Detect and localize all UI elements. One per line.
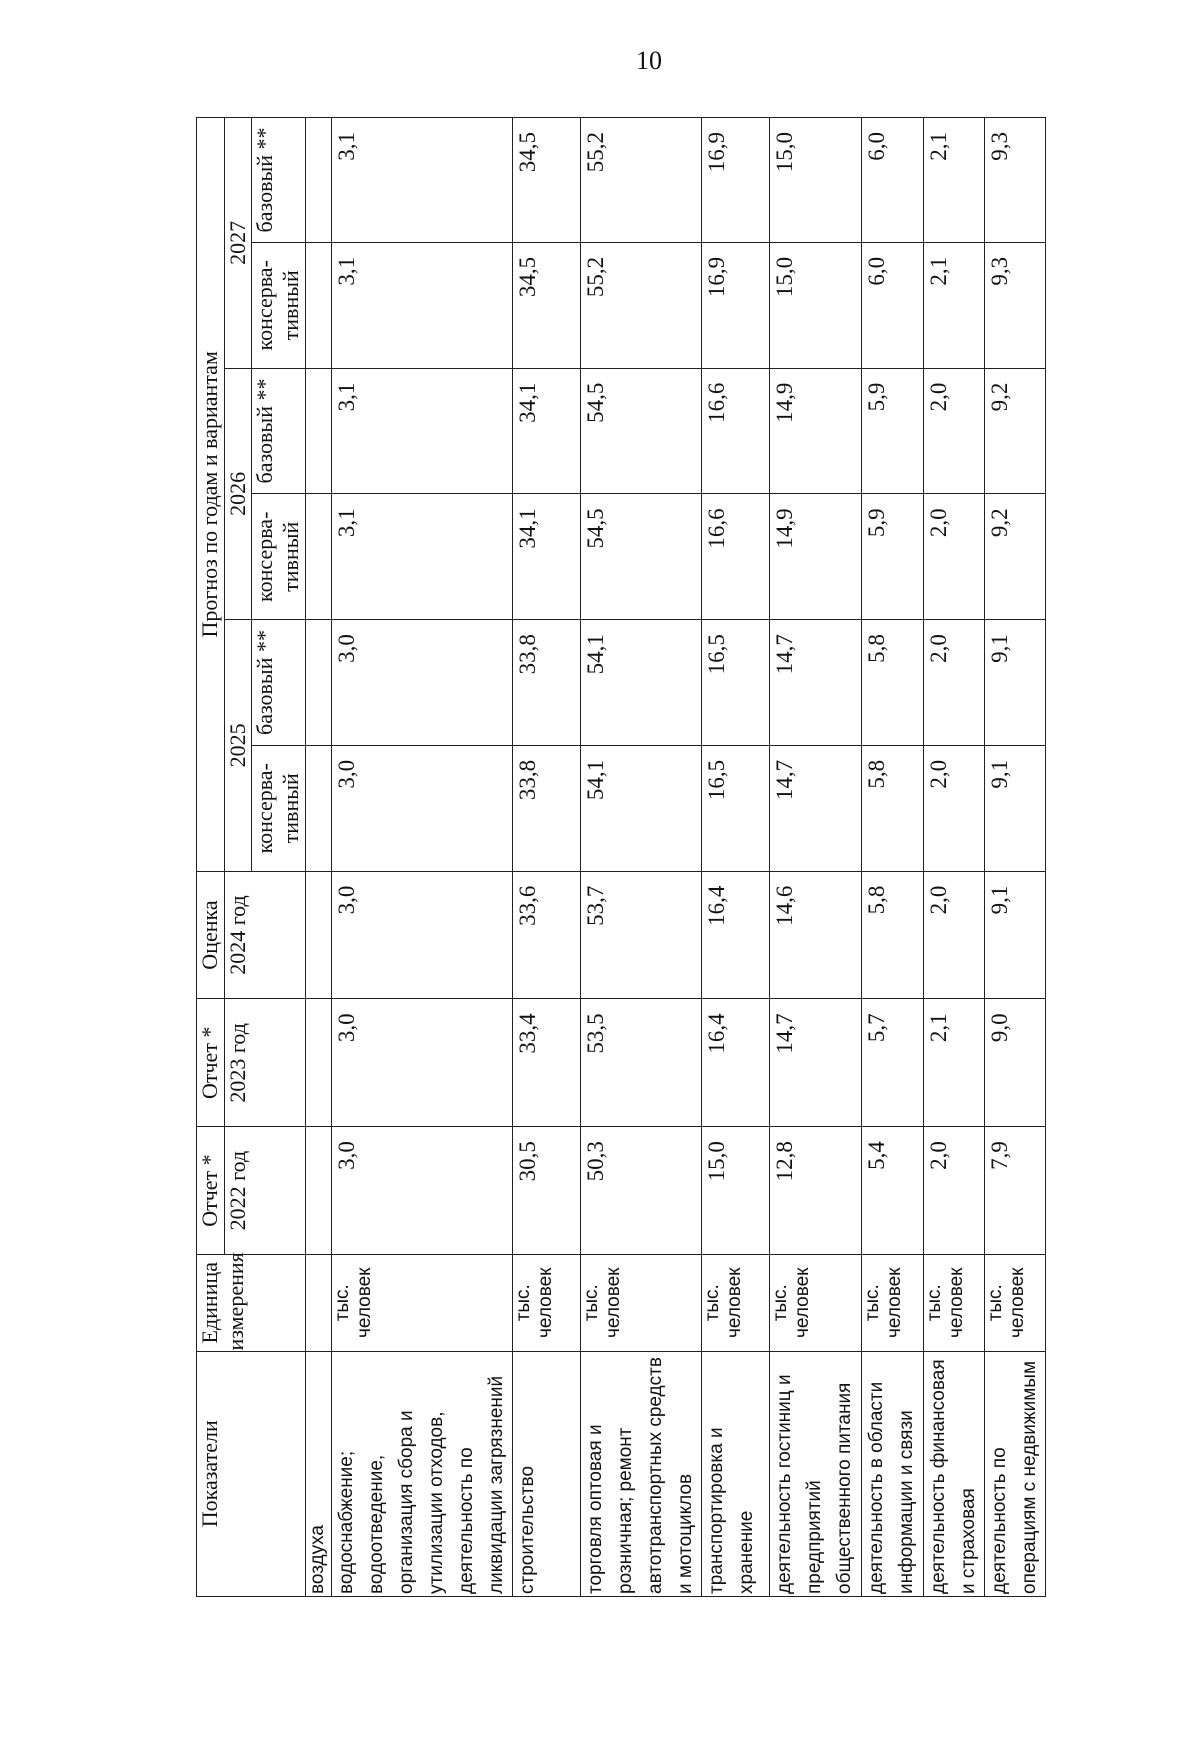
row-value: 33,4 (513, 999, 581, 1127)
row-indicator-name: транспортировка и хранение (702, 1351, 770, 1596)
row-value: 30,5 (513, 1127, 581, 1255)
row-value: 34,1 (513, 494, 581, 620)
header-base-2025: базовый ** (252, 620, 306, 746)
row-indicator-name: торговля оптовая и розничная; ремонт автотранспортных средств и мотоциклов (581, 1351, 702, 1596)
row-value: 14,7 (770, 999, 862, 1127)
header-base-2026: базовый ** (252, 368, 306, 494)
row-value: 5,4 (862, 1127, 924, 1255)
row-unit: тыс. человек (924, 1254, 985, 1351)
row-value: 9,1 (985, 871, 1046, 999)
header-unit: Единица измерения (197, 1254, 306, 1351)
row-value: 14,7 (770, 745, 862, 871)
row-value: 34,5 (513, 242, 581, 368)
row-value: 3,1 (332, 494, 513, 620)
row-value: 15,0 (702, 1127, 770, 1255)
row-value: 3,0 (332, 1127, 513, 1255)
table-wrapper (196, 117, 1122, 1597)
row-value: 3,0 (332, 999, 513, 1127)
continuation-row (306, 118, 332, 1597)
header-report-2022-year: 2022 год (225, 1127, 306, 1255)
row-value: 16,5 (702, 745, 770, 871)
row-value: 9,2 (985, 494, 1046, 620)
row-value: 2,1 (924, 999, 985, 1127)
row-value: 3,1 (332, 368, 513, 494)
row-value: 6,0 (862, 118, 924, 243)
row-value: 2,0 (924, 620, 985, 746)
row-unit: тыс. человек (985, 1254, 1046, 1351)
row-value: 2,0 (924, 745, 985, 871)
row-value: 16,6 (702, 494, 770, 620)
row-value: 14,9 (770, 368, 862, 494)
row-value: 55,2 (581, 118, 702, 243)
row-value: 9,2 (985, 368, 1046, 494)
row-value: 3,0 (332, 620, 513, 746)
page-number: 10 (636, 46, 662, 75)
row-indicator-name: строительство (513, 1351, 581, 1596)
row-unit: тыс. человек (332, 1254, 513, 1351)
row-value: 9,3 (985, 242, 1046, 368)
row-value: 14,9 (770, 494, 862, 620)
row-unit: тыс. человек (702, 1254, 770, 1351)
row-value: 2,0 (924, 1127, 985, 1255)
row-value: 9,1 (985, 745, 1046, 871)
row-value: 54,5 (581, 494, 702, 620)
row-value: 16,5 (702, 620, 770, 746)
row-value: 16,4 (702, 999, 770, 1127)
row-value: 15,0 (770, 118, 862, 243)
header-conservative-2027: консерва-тивный (252, 242, 306, 368)
row-value: 34,1 (513, 368, 581, 494)
row-value: 16,4 (702, 871, 770, 999)
row-value: 54,5 (581, 368, 702, 494)
row-value: 3,0 (332, 745, 513, 871)
row-value: 5,9 (862, 368, 924, 494)
row-unit: тыс. человек (513, 1254, 581, 1351)
header-report-2023-kind: Отчет * (197, 999, 225, 1127)
header-estimate-2024-kind: Оценка (197, 871, 225, 999)
table-row (702, 118, 770, 1597)
header-forecast: Прогноз по годам и вариантам (197, 118, 225, 872)
row-value: 3,1 (332, 242, 513, 368)
row-value: 16,9 (702, 118, 770, 243)
row-value: 3,0 (332, 871, 513, 999)
row-value: 16,6 (702, 368, 770, 494)
header-estimate-2024-year: 2024 год (225, 871, 306, 999)
row-value: 54,1 (581, 620, 702, 746)
row-value: 33,8 (513, 620, 581, 746)
row-value: 54,1 (581, 745, 702, 871)
table-row (985, 118, 1046, 1597)
row-value: 33,6 (513, 871, 581, 999)
header-conservative-2026: консерва-тивный (252, 494, 306, 620)
continuation-label: воздуха (306, 1351, 332, 1596)
row-value: 5,8 (862, 745, 924, 871)
row-value: 15,0 (770, 242, 862, 368)
header-year-2027: 2027 (225, 118, 252, 369)
row-value: 9,1 (985, 620, 1046, 746)
row-value: 16,9 (702, 242, 770, 368)
header-conservative-2025: консерва-тивный (252, 745, 306, 871)
row-value: 50,3 (581, 1127, 702, 1255)
table-row (770, 118, 862, 1597)
header-indicators: Показатели (197, 1351, 306, 1596)
row-unit: тыс. человек (862, 1254, 924, 1351)
row-value: 9,0 (985, 999, 1046, 1127)
header-report-2023-year: 2023 год (225, 999, 306, 1127)
row-value: 5,8 (862, 620, 924, 746)
header-base-2027: базовый ** (252, 118, 306, 243)
row-value: 2,0 (924, 368, 985, 494)
row-value: 34,5 (513, 118, 581, 243)
row-value: 2,1 (924, 242, 985, 368)
row-value: 14,6 (770, 871, 862, 999)
row-unit: тыс. человек (581, 1254, 702, 1351)
row-value: 33,8 (513, 745, 581, 871)
row-value: 9,3 (985, 118, 1046, 243)
row-indicator-name: деятельность финансовая и страховая (924, 1351, 985, 1596)
table-row (581, 118, 702, 1597)
row-value: 55,2 (581, 242, 702, 368)
row-value: 5,9 (862, 494, 924, 620)
row-value: 5,8 (862, 871, 924, 999)
table-row (924, 118, 985, 1597)
row-indicator-name: деятельность по операциям с недвижимым (985, 1351, 1046, 1596)
row-value: 14,7 (770, 620, 862, 746)
header-report-2022-kind: Отчет * (197, 1127, 225, 1255)
row-value: 12,8 (770, 1127, 862, 1255)
row-unit: тыс. человек (770, 1254, 862, 1351)
row-value: 53,5 (581, 999, 702, 1127)
row-value: 2,1 (924, 118, 985, 243)
row-indicator-name: деятельность в области информации и связи (862, 1351, 924, 1596)
row-value: 53,7 (581, 871, 702, 999)
table-row (332, 118, 513, 1597)
row-value: 7,9 (985, 1127, 1046, 1255)
row-value: 3,1 (332, 118, 513, 243)
header-year-2025: 2025 (225, 620, 252, 872)
forecast-table (196, 117, 1046, 1597)
row-indicator-name: водоснабжение; водоотведение, организация сбора и утилизации отходов, деятельность по ликвидации загрязнений (332, 1351, 513, 1596)
table-row (513, 118, 581, 1597)
header-year-2026: 2026 (225, 368, 252, 620)
table-row (862, 118, 924, 1597)
row-indicator-name: деятельность гостиниц и предприятий общественного питания (770, 1351, 862, 1596)
row-value: 6,0 (862, 242, 924, 368)
row-value: 2,0 (924, 871, 985, 999)
row-value: 5,7 (862, 999, 924, 1127)
row-value: 2,0 (924, 494, 985, 620)
